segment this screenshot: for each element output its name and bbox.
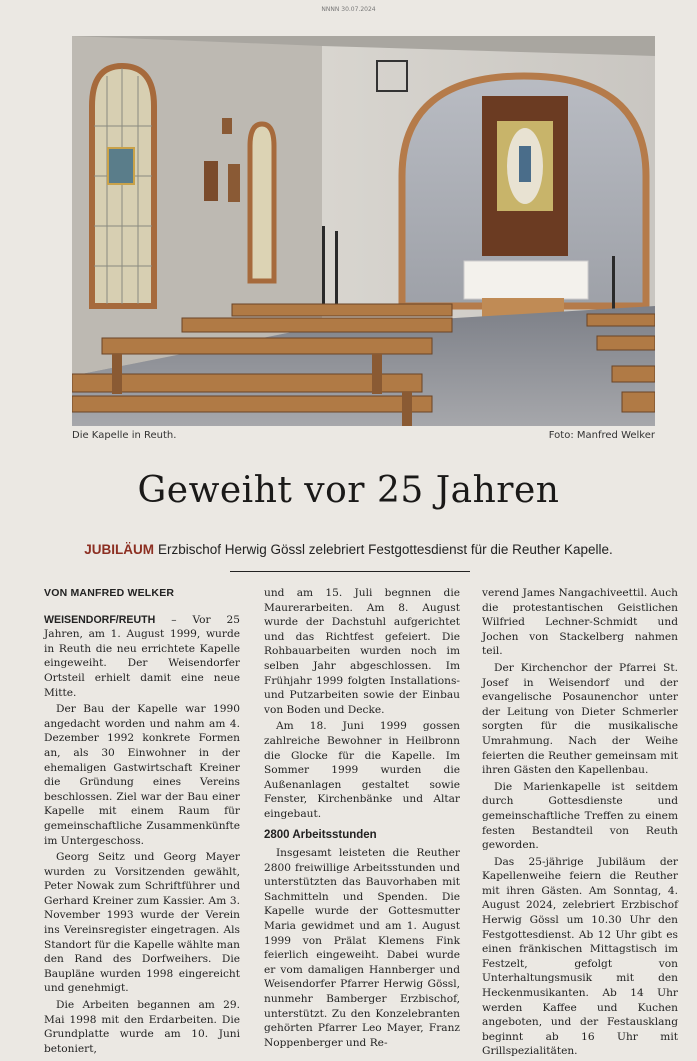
chapel-photo — [72, 36, 655, 426]
paragraph: Insgesamt leisteten die Reuther 2800 freiwillige Arbeitsstunden und unterstützten das Bauvorhaben mit Sachmitteln und Spenden. Die Kapelle wurde der Gottesmutter Maria gewidmet und am 1. August 1999 von Prälat Klemens Fink feierlich eingeweiht. Dabei wurde er vom damaligen Hannberger und Weisendorfer Pfarrer Herwig Gössl, nunmehr Bamberger Erzbischof, unterstützt. Zu den Konzelebranten gehörten Pfarrer Leo Mayer, Franz Noppenberger und Re- — [264, 847, 460, 1049]
paragraph: Der Bau der Kapelle war 1990 angedacht worden und nahm am 4. Dezember 1992 konkrete Formen an, als 30 Einwohner in der ehemaligen Gastwirtschaft Kreiner die Gründung eines Vereins beschlossen. Ziel war der Bau einer Kapelle mit einem Raum für gemeinschaftliche Zusammenkünfte im Untergeschoss. — [44, 703, 240, 847]
page-header-meta: NNNN 30.07.2024 — [321, 6, 376, 13]
section-subhead: 2800 Arbeitsstunden — [264, 828, 377, 841]
subline-kicker: JUBILÄUM — [84, 542, 155, 557]
paragraph: Am 18. Juni 1999 gossen zahlreiche Bewohner in Heilbronn die Glocke für die Kapelle. Im Sommer 1999 wurden die Außenanlagen gestaltet sowie Fenster, Kirchenbänke und Altar eingebaut. — [264, 720, 460, 820]
paragraph-text: – Vor 25 Jahren, am 1. August 1999, wurde in Reuth die neu errichtete Kapelle eingeweiht. Der Weisendorfer Ortsteil erhielt damit eine neue Mitte. — [44, 613, 240, 699]
paragraph: Der Kirchenchor der Pfarrei St. Josef in Weisendorf und der evangelische Posaunenchor unter der Leitung von Dieter Schmerler sorgten für die musikalische Umrahmung. Nach der Weihe feierten die Reuther gemeinsam mit ihren Gästen den Kapellenbau. — [482, 661, 678, 777]
article-headline: Geweiht vor 25 Jahren — [137, 470, 560, 511]
article-author: VON MANFRED WELKER — [44, 587, 175, 599]
paragraph: Die Arbeiten begannen am 29. Mai 1998 mit den Erdarbeiten. Die Grundplatte wurde am 10. Juni betoniert, — [44, 999, 240, 1055]
article-column-3 — [482, 586, 678, 1061]
headline-divider — [230, 571, 470, 572]
paragraph: Georg Seitz und Georg Mayer wurden zu Vorsitzenden gewählt, Peter Nowak zum Schriftführer und Gerhard Kreiner zum Kassier. Am 3. November 1993 wurde der Verein ins Vereinsregister eingetragen. Als Standort für die Kapelle wählte man den Rand des Dorfweihers. Die Baupläne wurden 1998 eingereicht und genehmigt. — [44, 851, 240, 995]
article-subline — [0, 542, 697, 557]
paragraph: Die Marienkapelle ist seitdem durch Gottesdienste und gemeinschaftliche Treffen zu einem festen Bestandteil von Reuth geworden. — [482, 780, 678, 852]
article-column-2 — [264, 586, 460, 1052]
paragraph: und am 15. Juli begnnen die Maurerarbeiten. Am 8. August wurde der Dachstuhl aufgerichtet und das Richtfest gefeiert. Die Rohbauarbeiten wurden noch im selben Jahr abgeschlossen. Im Frühjahr 1999 folgten Installations- und Putzarbeiten sowie der Einbau von Boden und Decke. — [264, 587, 460, 716]
paragraph: verend James Nangachiveettil. Auch die protestantischen Geistlichen Wilfried Lechner-Schmidt und Jochen von Stackelberg nahmen teil. — [482, 587, 678, 658]
article-column-1 — [44, 586, 240, 1058]
photo-credit: Foto: Manfred Welker — [548, 430, 655, 441]
paragraph: Das 25-jährige Jubiläum der Kapellenweihe feiern die Reuther mit ihren Gästen. Am Sonntag, 4. August 2024, zelebriert Erzbischof Herwig Gössl um 10.30 Uhr den Festgottesdienst. Ab 12 Uhr gibt es einen fränkischen Mittagstisch im Festzelt, gefolgt von Unterhaltungsmusik mit den Heckenmusikanten. Ab 14 Uhr werden Kaffee und Kuchen angeboten, und der Festausklang beginnt ab 16 Uhr mit Grillspezialitäten. — [482, 855, 678, 1058]
dateline: WEISENDORF/REUTH — [44, 613, 156, 626]
subline-text: Erzbischof Herwig Gössl zelebriert Festgottesdienst für die Reuther Kapelle. — [158, 542, 613, 557]
photo-caption: Die Kapelle in Reuth. — [72, 430, 177, 441]
paragraph — [44, 613, 240, 701]
chapel-interior-image — [72, 36, 655, 426]
